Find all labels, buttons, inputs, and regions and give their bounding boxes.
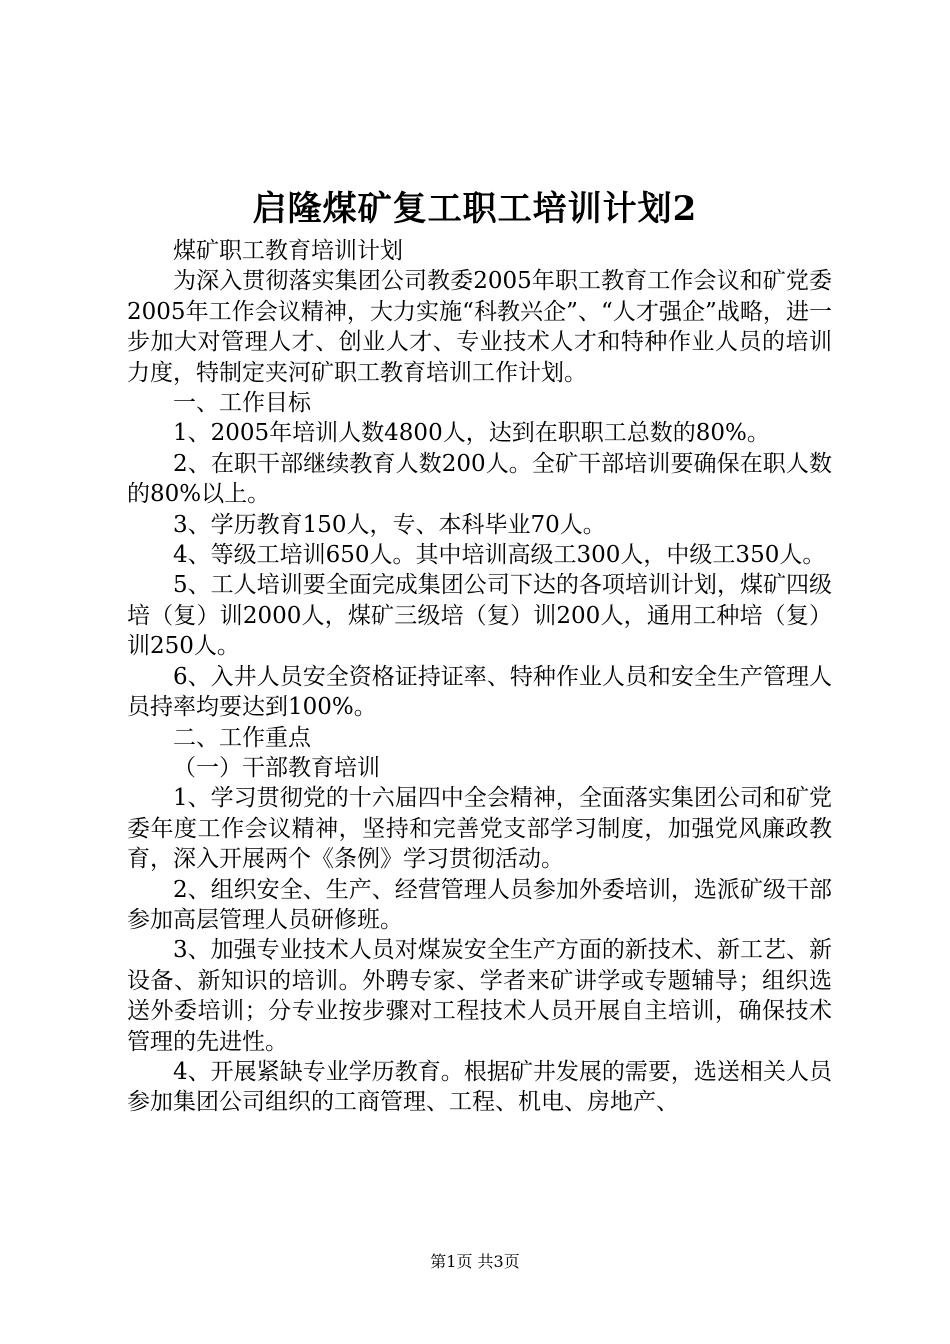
page-footer: 第1页 共3页 <box>430 1252 520 1271</box>
section-heading: 二、工作重点 <box>173 724 311 751</box>
subsection-heading: （一）干部教育培训 <box>173 754 380 781</box>
document-body <box>127 236 832 1118</box>
paragraph: 4、开展紧缺专业学历教育。根据矿井发展的需要，选送相关人员参加集团公司组织的工商管理、工程、机电、房地产、 <box>127 1058 832 1116</box>
paragraph: 1、学习贯彻党的十六届四中全会精神，全面落实集团公司和矿党委年度工作会议精神，坚持和完善党支部学习制度，加强党风廉政教育，深入开展两个《条例》学习贯彻活动。 <box>127 785 832 873</box>
paragraph: 为深入贯彻落实集团公司教委2005年职工教育工作会议和矿党委2005年工作会议精神，大力实施“科教兴企”、“人才强企”战略，进一步加大对管理人才、创业人才、专业技术人才和特种作业人员的培训力度，特制定夹河矿职工教育培训工作计划。 <box>127 268 832 386</box>
paragraph: 4、等级工培训650人。其中培训高级工300人，中级工350人。 <box>173 542 826 569</box>
paragraph: 6、入井人员安全资格证持证率、特种作业人员和安全生产管理人员持率均要达到100%。 <box>127 663 832 721</box>
paragraph: 2、在职干部继续教育人数200人。全矿干部培训要确保在职人数的80%以上。 <box>127 450 832 508</box>
paragraph: 5、工人培训要全面完成集团公司下达的各项培训计划，煤矿四级培（复）训2000人，煤矿三级培（复）训200人，通用工种培（复）训250人。 <box>127 572 832 660</box>
paragraph: 1、2005年培训人数4800人，达到在职职工总数的80%。 <box>173 420 770 447</box>
paragraph: 煤矿职工教育培训计划 <box>173 238 403 264</box>
paragraph: 2、组织安全、生产、经营管理人员参加外委培训，选派矿级干部参加高层管理人员研修班。 <box>127 876 832 933</box>
document-title: 启隆煤矿复工职工培训计划2 <box>252 189 698 229</box>
paragraph: 3、加强专业技术人员对煤炭安全生产方面的新技术、新工艺、新设备、新知识的培训。外聘专家、学者来矿讲学或专题辅导；组织选送外委培训；分专业按步骤对工程技术人员开展自主培训，确保技术管理的先进性。 <box>127 937 832 1055</box>
section-heading: 一、工作目标 <box>173 390 311 417</box>
paragraph: 3、学历教育150人，专、本科毕业70人。 <box>173 511 606 538</box>
